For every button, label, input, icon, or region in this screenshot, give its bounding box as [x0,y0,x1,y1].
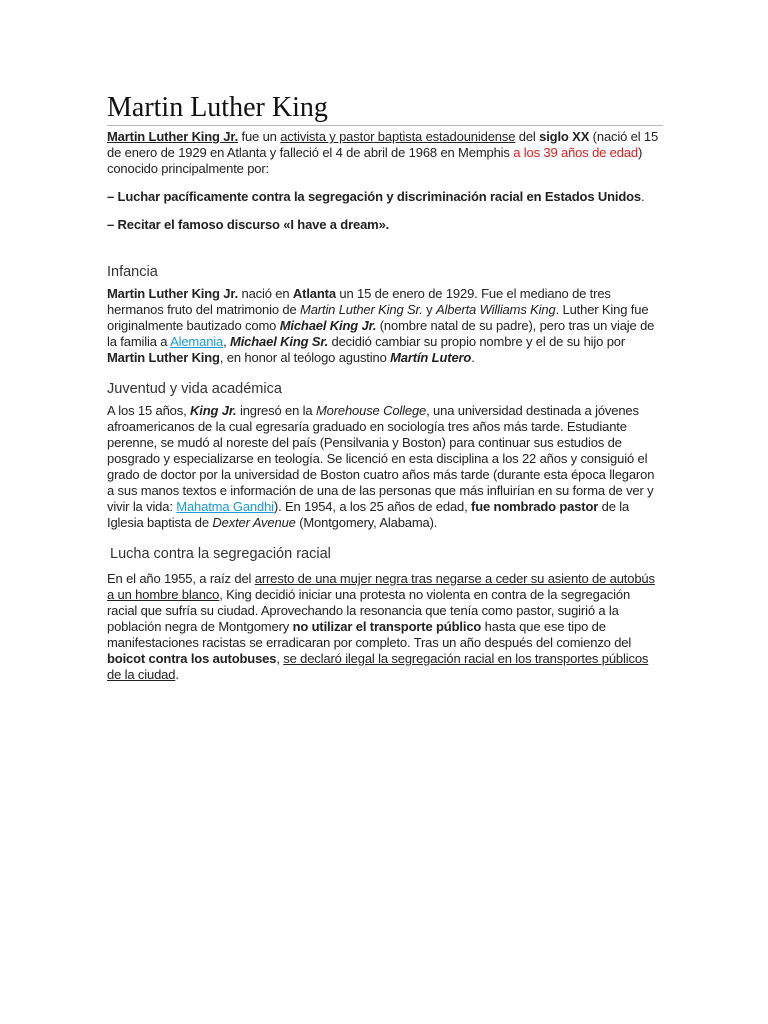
juventud-paragraph [107,403,663,531]
section-heading-juventud: Juventud y vida académica [107,381,282,397]
juventud-text: A los 15 años, [107,403,191,418]
lucha-paragraph [107,571,663,683]
juventud-text: ingresó en la [236,403,316,418]
intro-text: ) conocido principalmente por: [107,145,643,176]
key-point-end: . [641,189,645,204]
intro-text: fue un [238,129,281,144]
section-heading-infancia: Infancia [107,264,158,280]
key-point [107,217,663,233]
infancia-text: Michael King Sr. [230,334,329,349]
infancia-text: Martin Luther King [107,350,220,365]
juventud-text: , una universidad destinada a jóvenes afroamericanos de la cual egresaría graduado en sociología tres años más tarde. Estudiante perenne, se mudó al noreste del país (Pensilvania y Boston) para continuar sus estudios de posgrado y especializarse en teología. Se licenció en esta disciplina a los 22 años y consiguió el grado de doctor por la universidad de Boston cuatro años más tarde (durante esta época llegaron a sus manos textos e información de una de las personas que más influirían en su forma de ver y vivir la vida: [107,403,655,514]
page-title: Martin Luther King [107,92,663,126]
infancia-text: , [223,334,231,349]
document-content [107,92,663,683]
infancia-text: Atlanta [292,286,336,301]
key-point [107,189,663,205]
lucha-text: , King decidió iniciar una protesta no violenta en contra de la segregación racial que sufría su ciudad. Aprovechando la resonancia que tenía como pastor, sugirió a la población negra de Montgomery [107,587,631,634]
juventud-text: Morehouse College [315,403,427,418]
infancia-text: (nombre natal de su padre), pero tras un viaje de la familia a [107,318,655,349]
infancia-text: y [422,302,436,317]
juventud-text: (Montgomery, Alabama). [295,515,438,530]
intro-paragraph [107,129,663,177]
gandhi-link[interactable]: Mahatma Gandhi [176,499,274,514]
arresto-link[interactable]: arresto de una mujer negra tras negarse a ceder su asiento de autobús a un hombre blanco [107,571,655,602]
lucha-text: boicot contra los autobuses [107,651,277,666]
lucha-text: , [276,651,284,666]
lucha-text: . [175,667,179,682]
infancia-text: . Luther King fue originalmente bautizado como [107,302,649,333]
infancia-text: Martin Luther King Jr. [107,286,239,301]
infancia-text: un 15 de enero de 1929. Fue el mediano de tres hermanos fruto del matrimonio de [107,286,611,317]
intro-century: siglo XX [539,129,590,144]
lucha-text: En el año 1955, a raíz del [107,571,255,586]
infancia-text: decidió cambiar su propio nombre y el de su hijo por [328,334,626,349]
juventud-text: de la Iglesia baptista de [107,499,630,530]
section-heading-lucha: Lucha contra la segregación racial [110,546,331,562]
lucha-text: no utilizar el transporte público [292,619,482,634]
infancia-text: Martín Lutero [390,350,472,365]
infancia-text: Martin Luther King Sr. [300,302,423,317]
infancia-paragraph [107,286,663,366]
infancia-text: . [471,350,475,365]
infancia-text: nació en [238,286,293,301]
intro-text: del [515,129,540,144]
key-point-text: – Luchar pacíficamente contra la segregación y discriminación racial en Estados Unidos [107,189,642,204]
intro-text: (nació el 15 de enero de 1929 en Atlanta y falleció el 4 de abril de 1968 en Memphis [107,129,659,160]
intro-role-link[interactable]: activista y pastor baptista estadounidense [280,129,516,144]
infancia-text: , en honor al teólogo agustino [219,350,391,365]
alemania-link[interactable]: Alemania [170,334,224,349]
juventud-text: King Jr. [190,403,237,418]
key-point-text: – Recitar el famoso discurso «I have a dream». [107,217,390,232]
segregacion-ilegal-link[interactable]: se declaró ilegal la segregación racial en los transportes públicos de la ciudad [107,651,649,682]
juventud-text: fue nombrado pastor [471,499,599,514]
intro-name: Martin Luther King Jr. [107,129,239,144]
juventud-text: ). En 1954, a los 25 años de edad, [273,499,472,514]
infancia-text: Michael King Jr. [279,318,377,333]
juventud-text: Dexter Avenue [212,515,296,530]
intro-age: a los 39 años de edad [513,145,639,160]
infancia-text: Alberta Williams King [436,302,556,317]
lucha-text: hasta que ese tipo de manifestaciones racistas se erradicaran por completo. Tras un año después del comienzo del [107,619,632,650]
